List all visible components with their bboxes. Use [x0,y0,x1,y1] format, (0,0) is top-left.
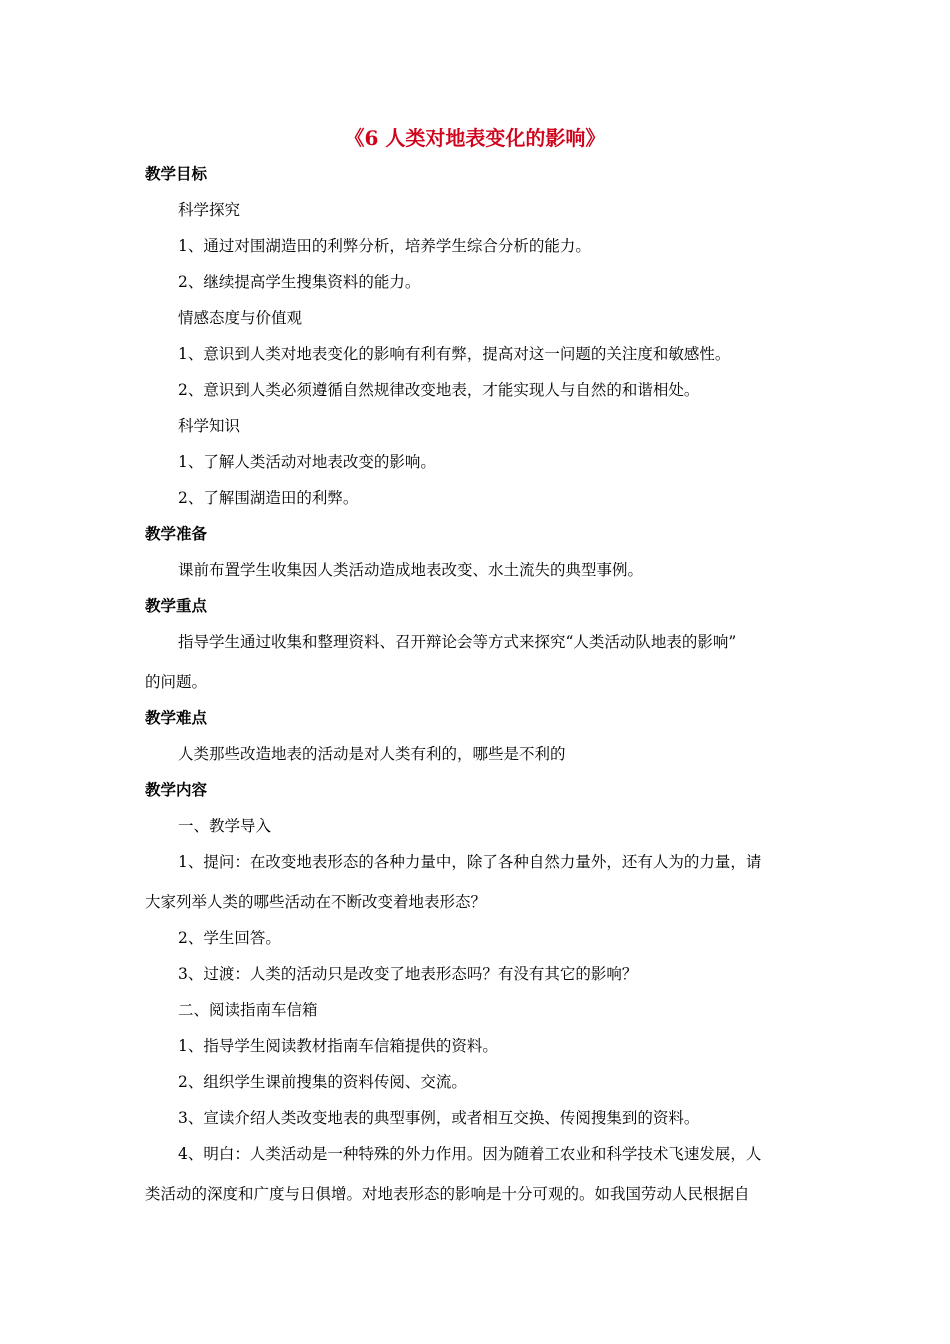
subheading-inquiry: 科学探究 [178,201,241,219]
paragraph-continuation: 大家列举人类的哪些活动在不断改变着地表形态？ [145,893,487,911]
paragraph: 2、意识到人类必须遵循自然规律改变地表，才能实现人与自然的和谐相处。 [178,381,700,399]
section-heading-content: 教学内容 [145,780,208,799]
paragraph: 人类那些改造地表的活动是对人类有利的，哪些是不利的 [178,745,566,763]
section-heading-key-points: 教学重点 [145,596,208,615]
paragraph: 2、组织学生课前搜集的资料传阅、交流。 [178,1073,467,1091]
paragraph: 2、继续提高学生搜集资料的能力。 [178,273,421,291]
paragraph: 指导学生通过收集和整理资料、召开辩论会等方式来探究“人类活动队地表的影响” [178,633,737,651]
paragraph: 3、过渡：人类的活动只是改变了地表形态吗？有没有其它的影响？ [178,965,638,983]
subheading-reading: 二、阅读指南车信箱 [178,1001,318,1019]
paragraph: 1、提问：在改变地表形态的各种力量中，除了各种自然力量外，还有人为的力量，请 [178,853,762,871]
paragraph: 2、学生回答。 [178,929,281,947]
subheading-introduction: 一、教学导入 [178,817,272,835]
paragraph: 1、了解人类活动对地表改变的影响。 [178,453,436,471]
section-heading-objectives: 教学目标 [145,164,208,183]
paragraph: 1、意识到人类对地表变化的影响有利有弊，提高对这一问题的关注度和敏感性。 [178,345,731,363]
section-heading-difficulties: 教学难点 [145,708,208,727]
paragraph: 1、通过对围湖造田的利弊分析，培养学生综合分析的能力。 [178,237,591,255]
paragraph: 3、宣读介绍人类改变地表的典型事例，或者相互交换、传阅搜集到的资料。 [178,1109,700,1127]
paragraph-continuation: 类活动的深度和广度与日俱增。对地表形态的影响是十分可观的。如我国劳动人民根据自 [145,1185,750,1203]
paragraph: 2、了解围湖造田的利弊。 [178,489,359,507]
subheading-attitude: 情感态度与价值观 [178,309,303,327]
section-heading-preparation: 教学准备 [145,524,208,543]
subheading-knowledge: 科学知识 [178,417,241,435]
document-title: 《6 人类对地表变化的影响》 [344,126,606,150]
paragraph: 1、指导学生阅读教材指南车信箱提供的资料。 [178,1037,498,1055]
paragraph-continuation: 的问题。 [145,673,208,691]
paragraph: 4、明白：人类活动是一种特殊的外力作用。因为随着工农业和科学技术飞速发展，人 [178,1145,762,1163]
paragraph: 课前布置学生收集因人类活动造成地表改变、水土流失的典型事例。 [178,561,644,579]
